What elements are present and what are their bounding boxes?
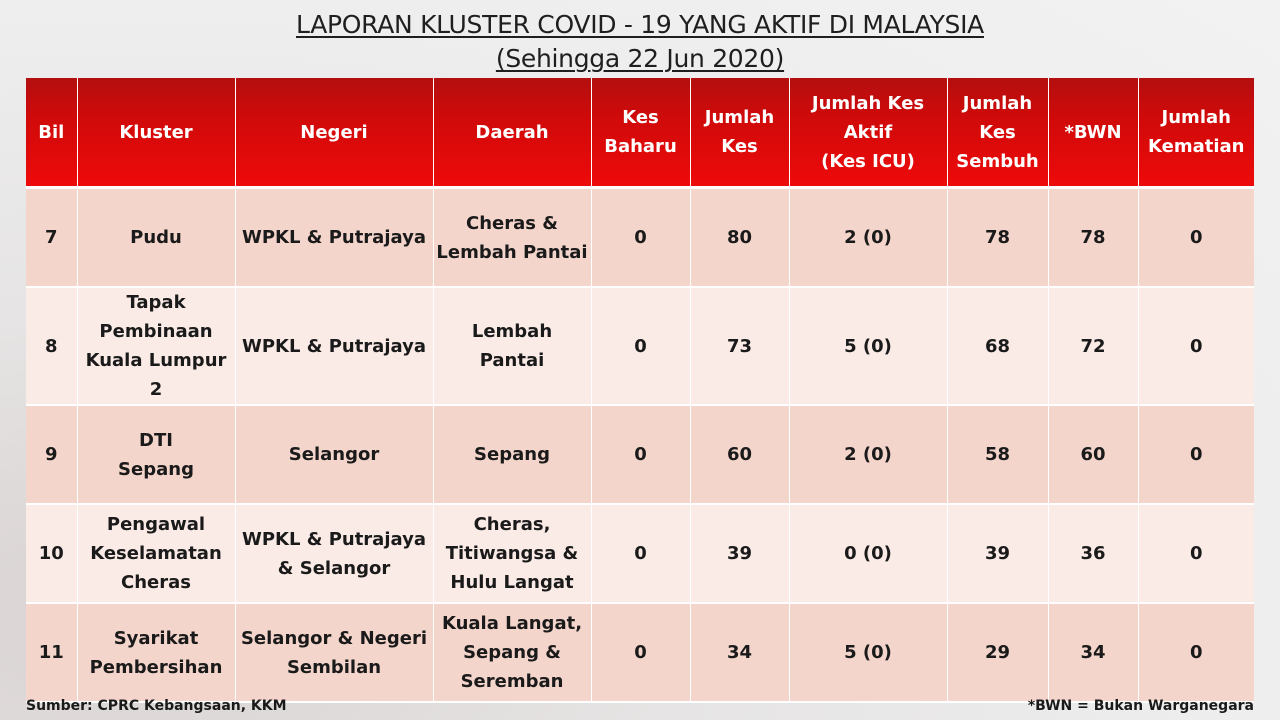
cell-kes-baharu [591,287,690,405]
cell-bil [26,405,77,504]
cell-line: 5 (0) [844,335,892,357]
header-bwn-line: *BWN [1064,121,1122,143]
cell-daerah [433,405,591,504]
cell-bwn [1048,287,1138,405]
cell-kes-sembuh [947,188,1048,288]
cell-kluster [77,405,235,504]
cell-bil [26,188,77,288]
cell-kes-aktif [789,405,947,504]
cell-line: Seremban [460,671,564,692]
cell-line: Pembersihan [89,656,223,678]
cell-daerah [433,287,591,405]
cell-line: 0 [1189,444,1203,465]
title-line-1: LAPORAN KLUSTER COVID - 19 YANG AKTIF DI MALAYSIA [296,10,984,39]
cell-line: 5 (0) [844,642,892,663]
header-kes-baharu-line: Kes [622,107,659,128]
table-row [26,603,1254,702]
cluster-table [26,78,1254,703]
cell-line: Keselamatan [90,543,222,564]
cell-daerah [433,603,591,702]
header-jumlah-kes-sembuh [947,78,1048,188]
cell-line: 60 [1080,444,1106,465]
cell-line: Cheras, [473,514,551,535]
cell-kes-sembuh [947,405,1048,504]
cell-kematian [1138,188,1254,288]
header-jumlah-kes-aktif-line: Jumlah Kes [811,92,925,114]
cell-bwn [1048,504,1138,603]
cell-line: 0 [634,444,647,465]
page-title [0,8,1280,76]
cell-line: 0 (0) [844,543,892,564]
header-jumlah-kes-aktif [789,78,947,188]
cell-kematian [1138,603,1254,702]
cell-line: DTI [139,429,173,451]
header-daerah-line: Daerah [475,121,549,143]
header-jumlah-kes-aktif-line: (Kes ICU) [821,150,915,172]
cell-jumlah-kes [690,287,789,405]
header-jumlah-kes-line: Jumlah [704,107,775,128]
cell-line: Pembinaan [99,321,213,342]
cell-line: 80 [726,227,753,248]
cell-line: Selangor [288,444,380,465]
cell-line: Selangor & Negeri [240,627,428,649]
cell-line: 2 (0) [844,227,892,248]
title-line-2: (Sehingga 22 Jun 2020) [495,44,785,73]
cell-negeri [235,405,433,504]
cell-line: 58 [984,444,1011,465]
cell-kes-baharu [591,504,690,603]
cell-line: 11 [38,642,64,663]
cell-bwn [1048,405,1138,504]
header-bwn [1048,78,1138,188]
cell-line: Kuala Langat, [441,613,583,634]
table-row [26,287,1254,405]
cell-line: Cheras & [466,212,558,234]
cell-line: 9 [44,444,58,465]
cell-line: Cheras [121,572,191,593]
cell-line: 60 [726,444,753,465]
cell-line: 73 [726,335,753,357]
cell-line: Sembilan [286,656,382,678]
cell-line: WPKL & Putrajaya [242,227,426,248]
cell-line: 39 [984,543,1011,564]
cell-line: 0 [1189,543,1203,564]
cell-kematian [1138,504,1254,603]
cell-line: 2 (0) [844,444,892,465]
cell-kes-aktif [789,603,947,702]
cell-daerah [433,504,591,603]
cell-line: 34 [726,642,753,663]
cell-line: 0 [1189,227,1203,248]
cell-daerah [433,188,591,288]
cell-line: 0 [1189,642,1203,663]
cell-kematian [1138,287,1254,405]
cell-line: & Selangor [277,557,391,579]
cell-line: 34 [1080,642,1106,663]
header-negeri-line: Negeri [300,121,368,143]
cell-line: Lembah Pantai [436,241,588,263]
cell-bil [26,287,77,405]
cell-bwn [1048,603,1138,702]
cell-line: Pudu [130,227,182,248]
cell-kes-aktif [789,188,947,288]
source-note: Sumber: CPRC Kebangsaan, KKM [26,698,287,714]
cell-negeri [235,287,433,405]
bwn-footnote: *BWN = Bukan Warganegara [1027,698,1254,714]
cell-line: Hulu Langat [450,572,574,593]
cell-line: 39 [726,543,753,564]
cell-kes-sembuh [947,287,1048,405]
cell-line: 78 [1080,227,1106,248]
cell-kes-sembuh [947,504,1048,603]
header-kluster-line: Kluster [119,121,193,143]
cell-line: 78 [984,227,1011,248]
cell-kes-baharu [591,188,690,288]
cell-kes-baharu [591,405,690,504]
header-jumlah-kematian [1138,78,1254,188]
cell-line: 36 [1080,543,1106,564]
header-jumlah-kes-sembuh-line: Jumlah [962,92,1033,114]
cell-line: 29 [984,642,1011,663]
header-kes-baharu [591,78,690,188]
header-negeri [235,78,433,188]
cell-jumlah-kes [690,504,789,603]
cell-kes-baharu [591,603,690,702]
header-jumlah-kes-sembuh-line: Kes [979,121,1016,143]
cell-line: 0 [634,642,647,663]
cell-line: Tapak [126,292,186,313]
cell-kluster [77,603,235,702]
cell-kluster [77,188,235,288]
cell-bil [26,603,77,702]
cell-kes-sembuh [947,603,1048,702]
cell-kes-aktif [789,504,947,603]
header-bil [26,78,77,188]
cell-line: 0 [634,227,647,248]
header-jumlah-kes-line: Kes [721,136,758,157]
cell-kluster [77,504,235,603]
header-jumlah-kematian-line: Jumlah [1161,107,1231,128]
cell-line: Kuala Lumpur 2 [85,350,227,400]
cell-negeri [235,603,433,702]
cell-line: 0 [634,543,647,564]
cell-line: 8 [44,335,58,357]
header-jumlah-kematian-line: Kematian [1148,136,1245,157]
cell-negeri [235,188,433,288]
header-daerah [433,78,591,188]
cell-bwn [1048,188,1138,288]
table-row [26,188,1254,288]
cell-line: Titiwangsa & [445,543,579,564]
cell-line: 7 [44,227,58,248]
cell-line: WPKL & Putrajaya [242,528,426,550]
cell-jumlah-kes [690,188,789,288]
cell-line: Sepang [474,444,550,465]
cell-line: 68 [984,335,1011,357]
cell-kematian [1138,405,1254,504]
header-kluster [77,78,235,188]
header-jumlah-kes [690,78,789,188]
cell-line: Pantai [479,350,545,371]
table-row [26,405,1254,504]
cell-line: 0 [1189,335,1203,357]
cell-line: 0 [634,335,647,357]
cell-line: 10 [38,543,64,564]
cell-line: Sepang & [463,642,561,663]
cell-jumlah-kes [690,603,789,702]
cell-negeri [235,504,433,603]
cell-line: Lembah [471,321,553,342]
table-header-row [26,78,1254,188]
cell-kluster [77,287,235,405]
cell-bil [26,504,77,603]
header-kes-baharu-line: Baharu [604,136,677,157]
cell-line: 72 [1080,335,1106,357]
cell-line: Sepang [118,458,194,480]
cell-line: Syarikat [113,627,199,649]
cell-line: Pengawal [106,514,206,535]
header-jumlah-kes-sembuh-line: Sembuh [956,150,1039,172]
cell-kes-aktif [789,287,947,405]
cell-line: WPKL & Putrajaya [242,335,426,357]
table-row [26,504,1254,603]
header-jumlah-kes-aktif-line: Aktif [843,121,893,143]
header-bil-line: Bil [38,121,65,143]
cell-jumlah-kes [690,405,789,504]
